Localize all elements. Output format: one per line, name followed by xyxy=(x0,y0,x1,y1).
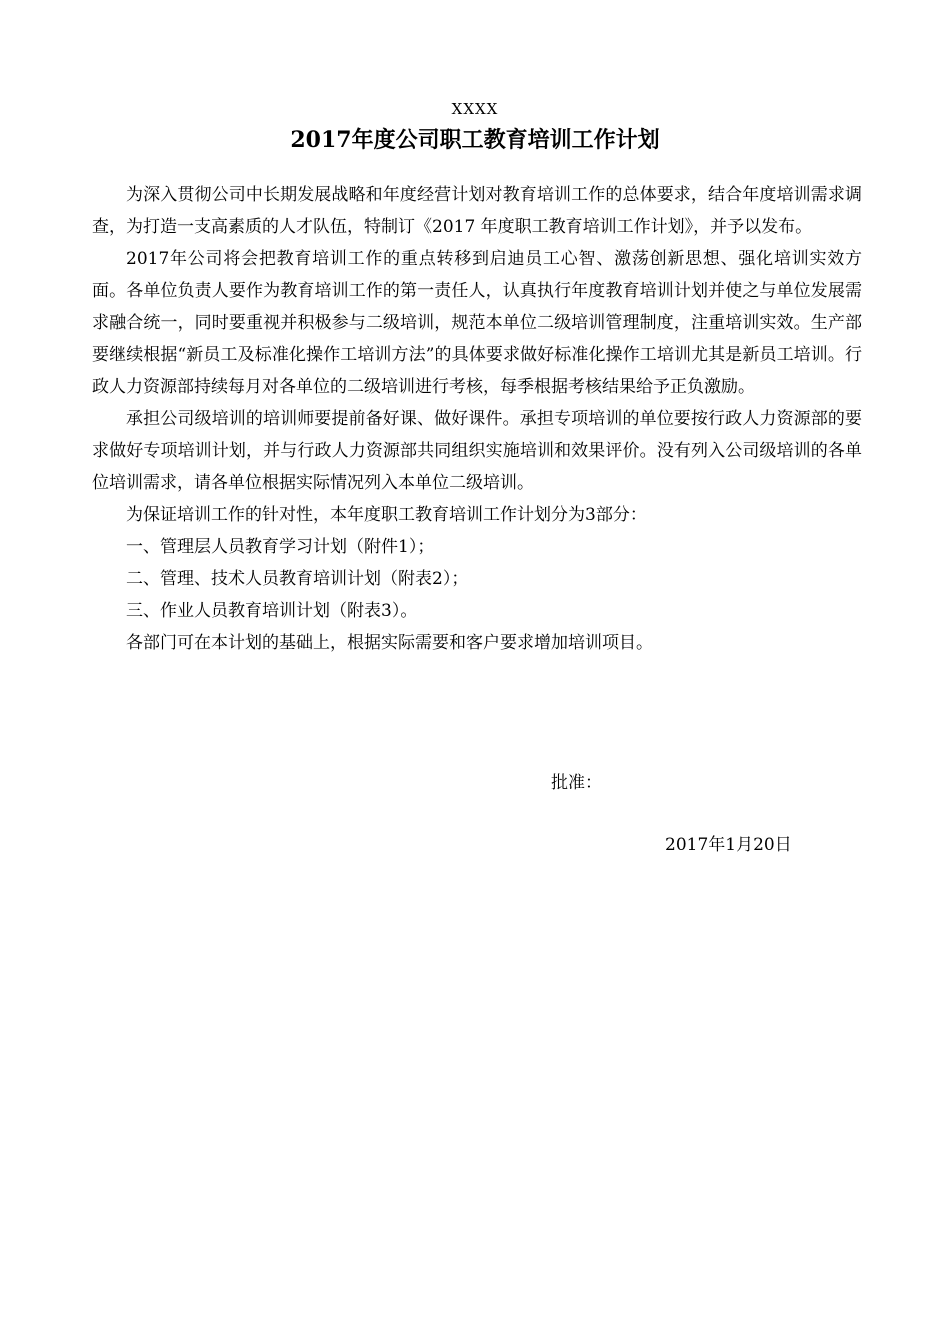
paragraph-closing: 各部门可在本计划的基础上，根据实际需要和客户要求增加培训项目。 xyxy=(126,633,653,653)
approval-label: 批准： xyxy=(551,773,602,793)
paragraph-trainers: 承担公司级培训的培训师要提前备好课、做好课件。承担专项培训的单位要按行政人力资源部的要求做好专项培训计划，并与行政人力资源部共同组织实施培训和效果评价。没有列入公司级培训的各单位培训需求，请各单位根据实际情况列入本单位二级培训。 xyxy=(92,409,862,493)
document-body xyxy=(92,179,862,659)
organization-name: XXXX xyxy=(451,100,499,118)
paragraph-intro: 为深入贯彻公司中长期发展战略和年度经营计划对教育培训工作的总体要求，结合年度培训需求调查，为打造一支高素质的人才队伍，特制订《2017 年度职工教育培训工作计划》，并予以发布。 xyxy=(92,185,862,237)
paragraph-focus: 2017年公司将会把教育培训工作的重点转移到启迪员工心智、激荡创新思想、强化培训实效方面。各单位负责人要作为教育培训工作的第一责任人，认真执行年度教育培训计划并使之与单位发展需求融合统一，同时要重视并积极参与二级培训，规范本单位二级培训管理制度，注重培训实效。生产部要继续根据“新员工及标准化操作工培训方法”的具体要求做好标准化操作工培训尤其是新员工培训。行政人力资源部持续每月对各单位的二级培训进行考核，每季根据考核结果给予正负激励。 xyxy=(92,249,862,397)
list-item-management-plan: 一、管理层人员教育学习计划（附件1）； xyxy=(126,537,435,557)
list-item-operator-plan: 三、作业人员教育培训计划（附表3）。 xyxy=(126,601,418,621)
paragraph-structure: 为保证培训工作的针对性，本年度职工教育培训工作计划分为3部分： xyxy=(126,505,647,525)
document-date: 2017年1月20日 xyxy=(665,835,792,855)
document-title: 2017年度公司职工教育培训工作计划 xyxy=(290,127,660,153)
list-item-technical-plan: 二、管理、技术人员教育培训计划（附表2）； xyxy=(126,569,469,589)
